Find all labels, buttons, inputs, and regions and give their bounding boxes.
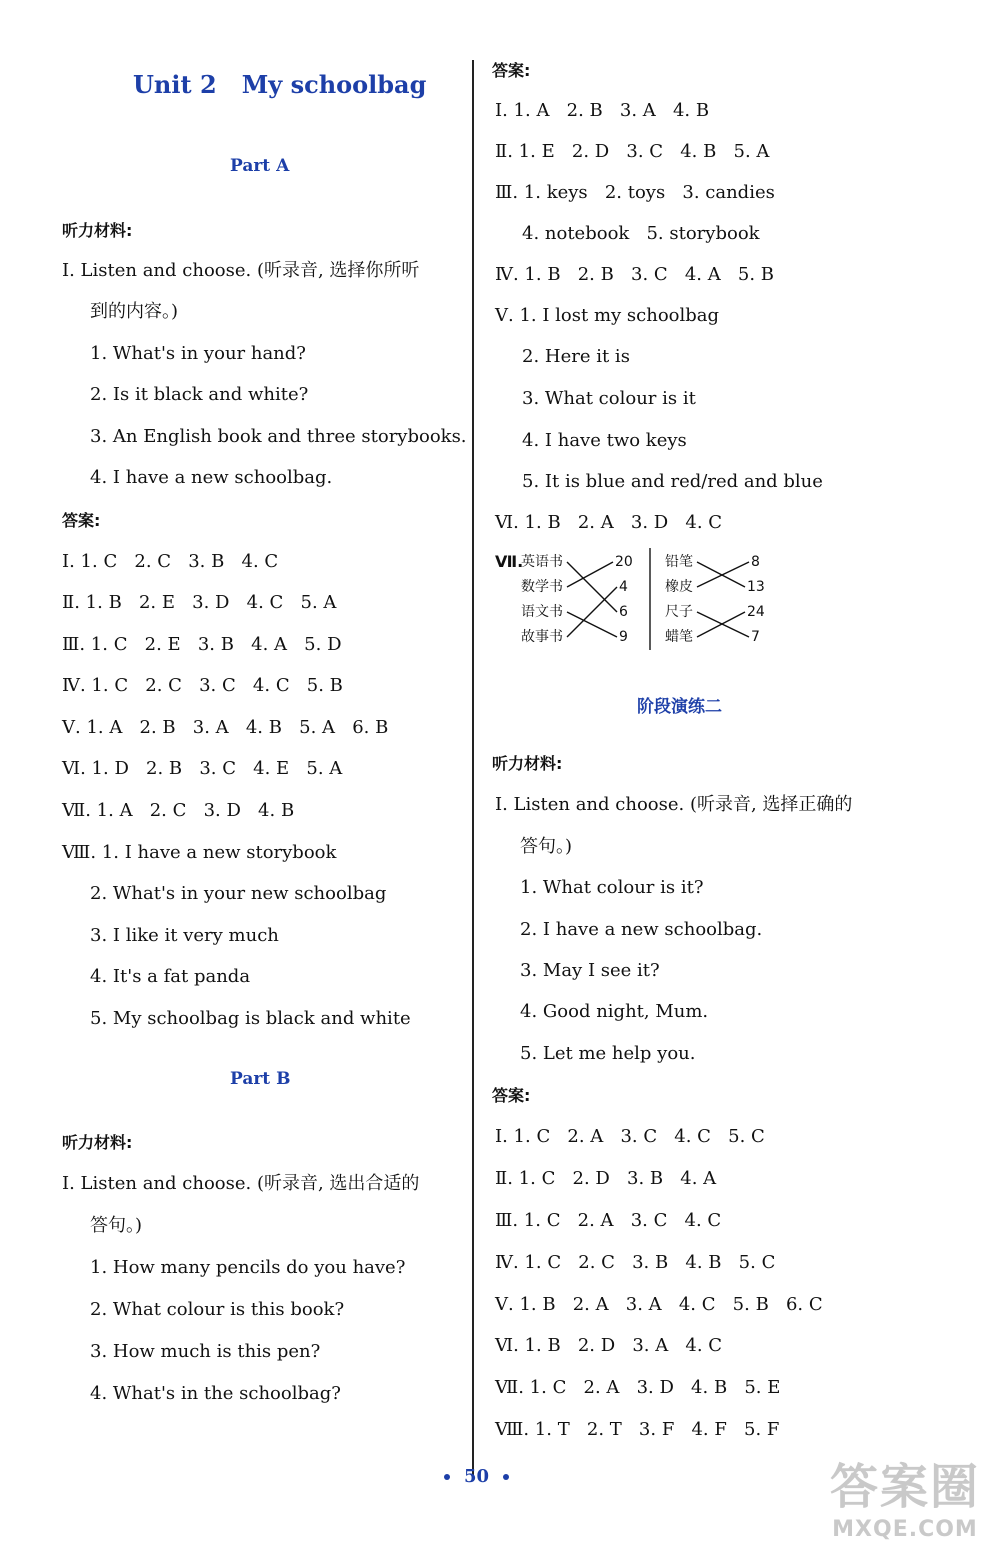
list-item: 4. Good night, Mum. xyxy=(520,1001,709,1022)
answers-header: 答案: xyxy=(492,61,531,80)
list-item: 1. How many pencils do you have? xyxy=(90,1257,406,1278)
answer-row: Ⅰ. 1. A 2. B 3. A 4. B xyxy=(495,100,710,121)
answer-row: Ⅷ. 1. I have a new storybook xyxy=(62,842,337,863)
unit-title: Unit 2 My schoolbag xyxy=(133,70,427,99)
match-word: 英语书 xyxy=(521,554,563,570)
page-number xyxy=(430,1466,523,1487)
match-word: 尺子 xyxy=(665,604,693,620)
answer-row: Ⅴ. 1. B 2. A 3. A 4. C 5. B 6. C xyxy=(495,1294,823,1315)
list-item: 2. Is it black and white? xyxy=(90,384,309,405)
answers-header: 答案: xyxy=(62,511,101,530)
match-number: 7 xyxy=(751,629,760,645)
section-heading-cont: 到的内容。) xyxy=(90,301,179,322)
answer-row: Ⅵ. 1. B 2. A 3. D 4. C xyxy=(495,512,723,533)
page-number-text: 50 xyxy=(464,1466,490,1487)
answer-row: Ⅳ. 1. C 2. C 3. B 4. B 5. C xyxy=(495,1252,776,1273)
matching-lines xyxy=(495,548,775,658)
match-number: 9 xyxy=(619,629,628,645)
answer-row: Ⅶ. 1. A 2. C 3. D 4. B xyxy=(62,800,295,821)
section-heading: Ⅰ. Listen and choose. (听录音, 选择你所听 xyxy=(62,260,420,281)
answer-row: Ⅱ. 1. C 2. D 3. B 4. A xyxy=(495,1168,717,1189)
answers-header: 答案: xyxy=(492,1086,531,1105)
answer-row: Ⅴ. 1. I lost my schoolbag xyxy=(495,305,720,326)
match-word: 语文书 xyxy=(521,604,563,620)
section-heading-cont: 答句。) xyxy=(520,836,573,857)
answer-row: 3. I like it very much xyxy=(90,925,279,946)
answer-row: Ⅵ. 1. B 2. D 3. A 4. C xyxy=(495,1335,723,1356)
answer-row: 2. Here it is xyxy=(522,346,630,367)
list-item: 4. I have a new schoolbag. xyxy=(90,467,333,488)
dot-icon xyxy=(444,1474,450,1480)
list-item: 1. What's in your hand? xyxy=(90,343,306,364)
answer-row: Ⅳ. 1. B 2. B 3. C 4. A 5. B xyxy=(495,264,775,285)
match-line xyxy=(567,562,617,612)
answer-row: Ⅳ. 1. C 2. C 3. C 4. C 5. B xyxy=(62,675,343,696)
answer-row: 3. What colour is it xyxy=(522,388,696,409)
answer-row: Ⅰ. 1. C 2. A 3. C 4. C 5. C xyxy=(495,1126,765,1147)
part-b-title: Part B xyxy=(230,1069,291,1089)
matching-diagram xyxy=(495,548,775,658)
section-heading-cont: 答句。) xyxy=(90,1215,143,1236)
section-heading: Ⅰ. Listen and choose. (听录音, 选择正确的 xyxy=(495,794,853,815)
answer-row: 2. What's in your new schoolbag xyxy=(90,883,387,904)
list-item: 1. What colour is it? xyxy=(520,877,704,898)
column-divider xyxy=(472,60,474,1480)
answer-row: 4. It's a fat panda xyxy=(90,966,251,987)
list-item: 5. Let me help you. xyxy=(520,1043,696,1064)
match-word: 故事书 xyxy=(521,629,563,645)
match-word: 数学书 xyxy=(521,579,563,595)
match-word: 蜡笔 xyxy=(665,629,693,645)
answer-row: Ⅲ. 1. C 2. A 3. C 4. C xyxy=(495,1210,722,1231)
answer-row: Ⅶ. 1. C 2. A 3. D 4. B 5. E xyxy=(495,1377,781,1398)
answer-row: 4. notebook 5. storybook xyxy=(522,223,760,244)
answer-row: 4. I have two keys xyxy=(522,430,687,451)
answer-row: Ⅱ. 1. E 2. D 3. C 4. B 5. A xyxy=(495,141,770,162)
list-item: 4. What's in the schoolbag? xyxy=(90,1383,341,1404)
list-item: 2. What colour is this book? xyxy=(90,1299,345,1320)
match-line xyxy=(567,562,613,587)
listening-header: 听力材料: xyxy=(62,221,133,240)
listening-header: 听力材料: xyxy=(492,754,563,773)
match-number: 20 xyxy=(615,554,633,570)
match-number: 8 xyxy=(751,554,760,570)
answer-row: Ⅲ. 1. C 2. E 3. B 4. A 5. D xyxy=(62,634,342,655)
list-item: 2. I have a new schoolbag. xyxy=(520,919,763,940)
section-heading: Ⅰ. Listen and choose. (听录音, 选出合适的 xyxy=(62,1173,420,1194)
watermark-logo xyxy=(830,1448,980,1542)
list-item: 3. An English book and three storybooks. xyxy=(90,426,467,447)
match-line xyxy=(567,587,617,637)
answer-row: 5. My schoolbag is black and white xyxy=(90,1008,411,1029)
match-number: 4 xyxy=(619,579,628,595)
answer-row: Ⅲ. 1. keys 2. toys 3. candies xyxy=(495,182,775,203)
watermark-line2: MXQE.COM xyxy=(832,1517,978,1542)
answer-row: Ⅵ. 1. D 2. B 3. C 4. E 5. A xyxy=(62,758,343,779)
listening-header: 听力材料: xyxy=(62,1133,133,1152)
match-word: 橡皮 xyxy=(665,579,693,595)
answer-row: Ⅰ. 1. C 2. C 3. B 4. C xyxy=(62,551,279,572)
answer-row: Ⅷ. 1. T 2. T 3. F 4. F 5. F xyxy=(495,1419,780,1440)
match-line xyxy=(567,612,617,637)
watermark-line1: 答案圈 xyxy=(829,1459,980,1515)
answer-row: Ⅴ. 1. A 2. B 3. A 4. B 5. A 6. B xyxy=(62,717,389,738)
match-number: 6 xyxy=(619,604,628,620)
dot-icon xyxy=(503,1474,509,1480)
part-a-title: Part A xyxy=(230,156,290,176)
stage-title: 阶段演练二 xyxy=(637,697,722,717)
list-item: 3. How much is this pen? xyxy=(90,1341,321,1362)
match-word: 铅笔 xyxy=(665,554,693,570)
list-item: 3. May I see it? xyxy=(520,960,660,981)
answer-row: Ⅱ. 1. B 2. E 3. D 4. C 5. A xyxy=(62,592,337,613)
match-number: 24 xyxy=(747,604,765,620)
matching-label: Ⅶ. xyxy=(495,552,524,571)
answer-row: 5. It is blue and red/red and blue xyxy=(522,471,823,492)
match-number: 13 xyxy=(747,579,765,595)
